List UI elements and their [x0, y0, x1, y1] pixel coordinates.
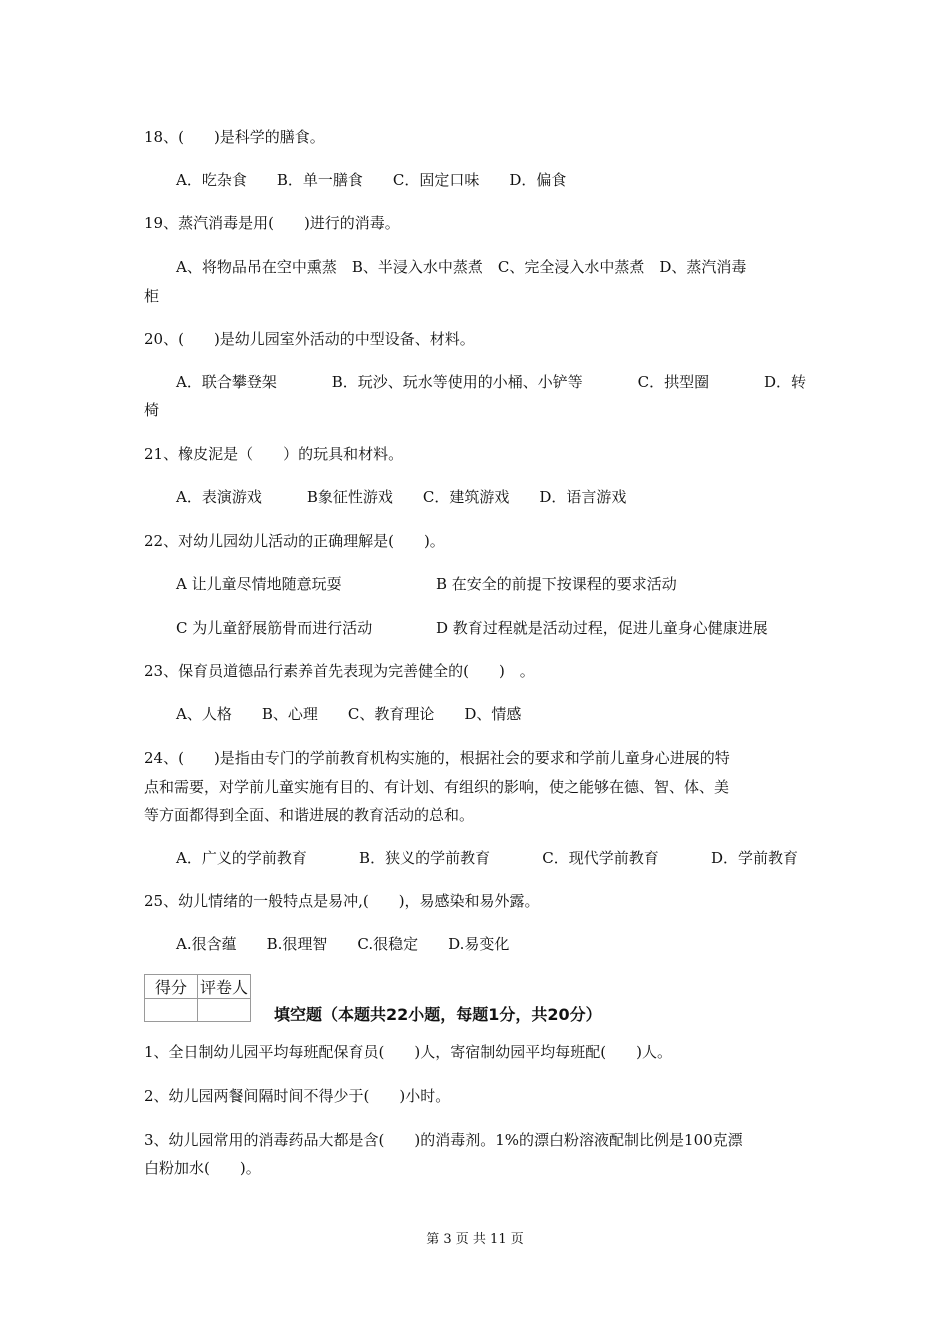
question-25-stem: 25、幼儿情绪的一般特点是易冲,( )，易感染和易外露。 [144, 892, 540, 910]
question-20-option-c: C．拱型圈 [637, 373, 710, 391]
fill-in-3: 3、幼儿园常用的消毒药品大都是含( )的消毒剂。1%的漂白粉溶液配制比例是100克漂 [144, 1131, 743, 1149]
question-23-stem: 23、保育员道德品行素养首先表现为完善健全的( ) 。 [144, 662, 535, 680]
question-24-option-b: B．狭义的学前教育 [359, 849, 491, 867]
question-19-options: A、将物品吊在空中熏蒸 B、半浸入水中蒸煮 C、完全浸入水中蒸煮 D、蒸汽消毒 [176, 258, 747, 276]
fill-in-3-cont: 白粉加水( )。 [144, 1159, 261, 1177]
grader-cell [198, 999, 251, 1022]
question-24-stem-cont-1: 点和需要，对学前儿童实施有目的、有计划、有组织的影响，使之能够在德、智、体、美 [144, 778, 730, 796]
question-24-option-c: C．现代学前教育 [542, 849, 659, 867]
question-20-options [176, 372, 806, 392]
question-20-option-d: D．转 [763, 373, 806, 391]
question-24-options [176, 848, 798, 868]
question-21-stem: 21、橡皮泥是（ ）的玩具和材料。 [144, 445, 404, 463]
question-19-options-cont: 柜 [144, 287, 160, 305]
question-20-option-b: B．玩沙、玩水等使用的小桶、小铲等 [331, 373, 583, 391]
question-25-options: A.很含蕴 B.很理智 C.很稳定 D.易变化 [176, 935, 510, 953]
question-23-options: A、人格 B、心理 C、教育理论 D、情感 [176, 705, 522, 723]
fill-in-1: 1、全日制幼儿园平均每班配保育员( )人，寄宿制幼园平均每班配( )人。 [144, 1043, 672, 1061]
question-21-options: A．表演游戏 B象征性游戏 C．建筑游戏 D．语言游戏 [176, 488, 627, 506]
score-cell [145, 999, 198, 1022]
question-24-option-d: D．学前教育 [710, 849, 798, 867]
score-label: 得分 [145, 975, 198, 999]
question-20-options-cont: 椅 [144, 401, 160, 419]
page-number: 第 3 页 共 11 页 [426, 1232, 524, 1247]
question-24-option-a: A．广义的学前教育 [176, 849, 307, 867]
question-18-options: A．吃杂食 B．单一膳食 C．固定口味 D．偏食 [176, 171, 567, 189]
question-22-option-c: C 为儿童舒展筋骨而进行活动 [176, 619, 373, 637]
question-22-stem: 22、对幼儿园幼儿活动的正确理解是( )。 [144, 532, 445, 550]
score-box [144, 974, 251, 1022]
grader-label: 评卷人 [198, 975, 251, 999]
question-22-option-b: B 在安全的前提下按课程的要求活动 [436, 575, 677, 593]
question-19-stem: 19、蒸汽消毒是用( )进行的消毒。 [144, 214, 400, 232]
question-18-stem: 18、( )是科学的膳食。 [144, 128, 325, 146]
question-20-stem: 20、( )是幼儿园室外活动的中型设备、材料。 [144, 330, 475, 348]
section-title: 填空题（本题共22小题，每题1分，共20分） [274, 1005, 602, 1024]
fill-in-2: 2、幼儿园两餐间隔时间不得少于( )小时。 [144, 1087, 451, 1105]
question-22-option-a: A 让儿童尽情地随意玩耍 [176, 575, 342, 593]
question-24-stem-cont-2: 等方面都得到全面、和谐进展的教育活动的总和。 [144, 806, 475, 824]
question-24-stem: 24、( )是指由专门的学前教育机构实施的，根据社会的要求和学前儿童身心进展的特 [144, 749, 730, 767]
question-22-option-d: D 教育过程就是活动过程，促进儿童身心健康进展 [436, 619, 768, 637]
question-20-option-a: A．联合攀登架 [176, 373, 277, 391]
